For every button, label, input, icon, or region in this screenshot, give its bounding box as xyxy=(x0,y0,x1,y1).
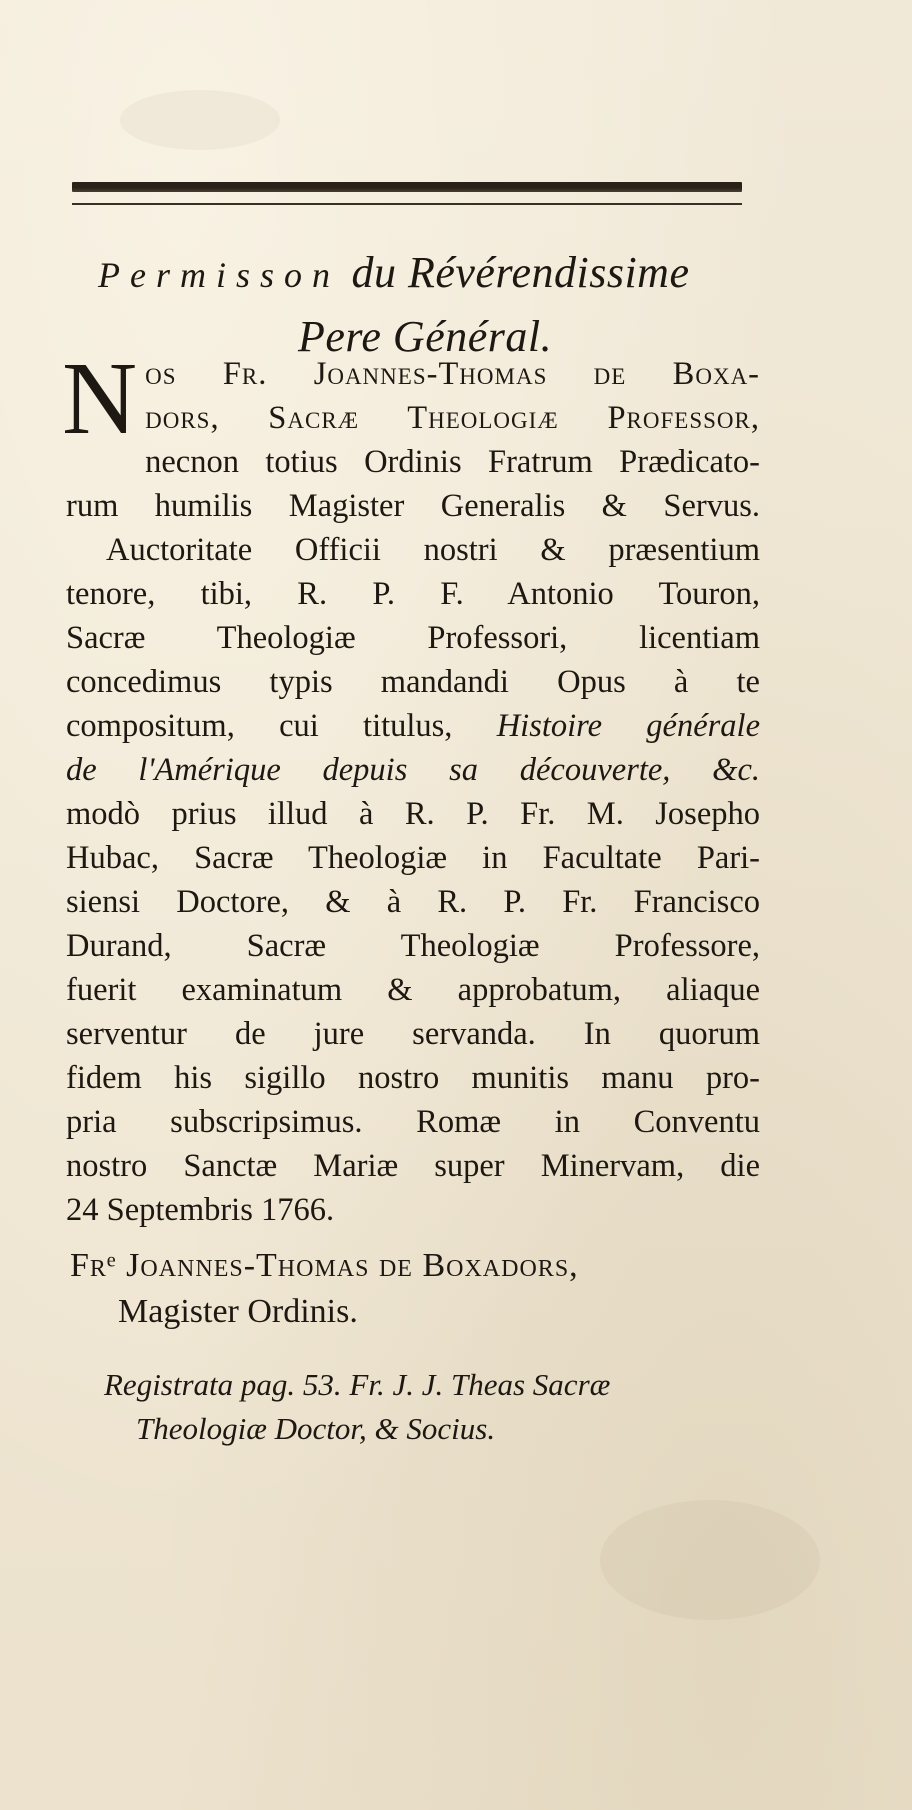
signature-title: Magister Ordinis. xyxy=(118,1293,358,1330)
registration-line1: Registrata pag. 53. Fr. J. J. Theas Sacræ xyxy=(104,1367,611,1402)
title-reverendissime: du Révérendissime xyxy=(351,248,690,297)
text-line: fidem his sigillo nostro munitis manu pro- xyxy=(66,1060,760,1096)
text-line: Durand, Sacræ Theologiæ Professore, xyxy=(66,928,760,964)
text-line: fuerit examinatum & approbatum, aliaque xyxy=(66,972,760,1008)
header-rule-thick xyxy=(72,182,742,192)
text-line: necnon totius Ordinis Fratrum Prædicato- xyxy=(145,444,760,480)
paper-stain xyxy=(120,90,280,150)
text-line: pria subscripsimus. Romæ in Conventu xyxy=(66,1104,760,1140)
text-line: Hubac, Sacræ Theologiæ in Facultate Pari- xyxy=(66,840,760,876)
signature-block xyxy=(70,1243,770,1335)
text-line: tenore, tibi, R. P. F. Antonio Touron, xyxy=(66,576,760,612)
drop-cap: N xyxy=(62,341,138,456)
paper-stain xyxy=(600,1500,820,1620)
text-line xyxy=(66,396,760,440)
text-line: Sacræ Theologiæ Professori, licentiam xyxy=(66,620,760,656)
text-line: Auctoritate Officii nostri & præsentium xyxy=(106,532,760,568)
text-line: nostro Sanctæ Mariæ super Minervam, die xyxy=(66,1148,760,1184)
book-title-part1: Histoire générale xyxy=(496,708,760,744)
text-line: siensi Doctore, & à R. P. Fr. Francisco xyxy=(66,884,760,920)
book-title-part2: de l'Amérique depuis sa découverte, &c. xyxy=(66,752,760,788)
text-line: os Fr. Joannes-Thomas de Boxa- xyxy=(145,356,760,392)
permission-text xyxy=(62,341,760,1232)
text-line: serventur de jure servanda. In quorum xyxy=(66,1016,760,1052)
title-pere-general: Pere Général. xyxy=(298,312,553,361)
text-line: concedimus typis mandandi Opus à te xyxy=(66,664,760,700)
text-line-date: 24 Septembris 1766. xyxy=(66,1192,335,1228)
title-permisson: Permisson xyxy=(98,255,340,295)
signature-name: Frᵉ Joannes-Thomas de Boxadors, xyxy=(70,1247,579,1284)
text-line-content: compositum, cui titulus, xyxy=(66,708,453,744)
page-title xyxy=(98,242,788,368)
registration-note xyxy=(104,1363,804,1451)
text-line: modò prius illud à R. P. Fr. M. Josepho xyxy=(66,796,760,832)
header-rule-thin xyxy=(72,203,742,205)
text-line xyxy=(66,704,760,748)
text-line-content: dors, Sacræ Theologiæ Professor, xyxy=(145,400,760,436)
registration-line2: Theologiæ Doctor, & Socius. xyxy=(136,1411,496,1446)
text-line: rum humilis Magister Generalis & Servus. xyxy=(66,488,760,524)
